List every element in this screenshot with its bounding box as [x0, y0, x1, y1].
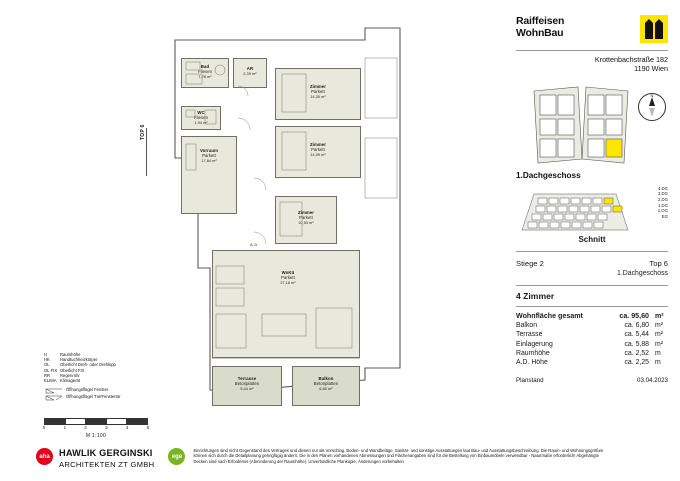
scale-ticks: [44, 425, 148, 432]
room-wokue: [212, 250, 360, 358]
section-svg: [516, 186, 636, 232]
disclaimer-text: Einrichtungen sind nicht Gegenstand des Vertrages und dienen nur als Vorschlag. Boden- und Wandbeläge, Sanitär- und sonstige Ausstattungen laut Bau- und Ausstattungsbeschreibung. Die Raum- und Wohnungsgrößen können sich durch die Detailplanung geringfügig ändern. Die in den Plänen vorhandenen Abmessungen und Flächenangaben sind für die Bestellung von Einbaumöbeln verwendbar - Naturmaße erforderlich! Abgehängte Decken sind nach Erfordernis (Abminderung der Raumhöhe). Unverbindliche Plankopie, Änderungen vorbehalten.: [193, 448, 604, 464]
stamp-date: 03.04.2023: [637, 377, 668, 385]
table-row: [516, 349, 668, 358]
area-unit: m: [655, 349, 661, 357]
office-name-line2: ARCHITEKTEN ZT GMBH: [59, 460, 155, 469]
legend-door-symbols: [44, 387, 164, 401]
legend-door-2: Öffnungsflügel Tür/Fenstertür: [66, 394, 121, 400]
legend-value: Raumhöhe: [60, 352, 81, 357]
legend-value: Handtuchheizkörper: [60, 357, 98, 363]
scale-label: M 1:100: [85, 433, 107, 439]
top-marker-line: [146, 128, 147, 176]
legend-door-1: Öffnungsflügel Fenster: [66, 387, 109, 393]
room-balkon-label: Balkon Betonplatten 6,80 m²: [313, 376, 339, 391]
scale-tick: 3: [105, 425, 108, 430]
scale-bar: [44, 418, 148, 439]
legend-value: Klimagerät: [60, 378, 81, 384]
area-value: ca. 95,60: [619, 312, 649, 321]
area-value: ca. 5,88: [624, 340, 649, 348]
room-terrasse-label: Terrasse Betonplatten 5,44 m²: [234, 376, 260, 391]
legend-key: OL FIX: [44, 367, 58, 373]
window-swing-icon: [44, 387, 64, 401]
area-value: ca. 5,44: [624, 331, 649, 339]
scale-tick: 5: [146, 425, 150, 430]
room-ar-label: AR 2,39 m²: [243, 66, 257, 76]
legend-key: H: [44, 352, 48, 357]
room-bad-label: Bad Fliesen 7,28 m²: [198, 64, 212, 79]
area-label: Terrasse: [516, 331, 543, 339]
area-value: ca. 2,52: [624, 349, 649, 357]
legend: [44, 352, 164, 401]
area-value: ca. 6,80: [624, 322, 649, 330]
room-zimmer-1-label: Zimmer Parkett 14,35 m²: [309, 84, 327, 99]
brand-name: Raiffeisen WohnBau: [516, 15, 565, 39]
unit-id-row: [516, 258, 668, 269]
floorplan-drawing: [150, 18, 510, 428]
table-row: [516, 330, 668, 339]
key-plan: [516, 81, 668, 169]
scale-tick: 0: [42, 425, 46, 430]
area-unit: m²: [655, 312, 664, 321]
area-label: A.D. Höhe: [516, 358, 548, 366]
scale-tick: 2: [84, 425, 87, 430]
room-zimmer-2-label: Zimmer Parkett 14,09 m²: [309, 142, 327, 157]
legend-value: Regenrohr: [60, 372, 80, 378]
area-unit: m: [655, 358, 661, 366]
area-label: Balkon: [516, 322, 538, 330]
plan-stamp: [516, 377, 668, 384]
compass-icon: N: [638, 93, 666, 121]
office-name-line1: HAWLIK GERGINSKI: [59, 448, 153, 458]
legend-abbreviations: [44, 352, 116, 383]
legend-row: [44, 378, 116, 383]
room-zimmer-3-label: Zimmer Parkett 10,53 m²: [297, 210, 315, 225]
raiffeisen-gable-cross-icon: [640, 15, 668, 43]
unit-floor-row: [516, 269, 668, 278]
brand-logo: [516, 14, 668, 48]
room-wokue-label: WoKü Parkett 27,18 m²: [280, 270, 296, 285]
section-diagram: [516, 186, 668, 234]
address-street: Krottenbachstraße 182: [594, 54, 668, 64]
aha-logo-icon: aha: [36, 448, 53, 465]
area-unit: m²: [655, 340, 664, 348]
legend-key: RR: [44, 372, 51, 378]
room-vorraum-label: Vorraum Parkett 17,84 m²: [199, 148, 219, 163]
legend-key: OL: [44, 362, 50, 368]
section-caption: Schnitt: [578, 234, 606, 244]
room-wc-label: WC Fliesen 1,94 m²: [194, 110, 208, 125]
architect-office: [59, 448, 154, 470]
legend-key: KLIMA: [44, 378, 57, 384]
ad-marker: A.D.: [250, 242, 259, 247]
ege-logo-icon: ege: [168, 448, 185, 465]
unit-stiege: Stiege 2: [516, 258, 544, 268]
section-levels: 4.DG 3.DG 2.DG 1.DG 1.OG EG: [657, 185, 668, 219]
area-unit: m²: [655, 322, 664, 330]
table-row: [516, 321, 668, 330]
legend-value: Oberlicht FIX: [60, 367, 85, 373]
unit-rooms: 4 Zimmer: [516, 291, 555, 302]
legend-value: Oberlicht Dreh- oder Drehkipp: [60, 362, 116, 368]
table-row: [516, 358, 668, 367]
scale-tick: 4: [125, 425, 129, 430]
unit-top: Top 6: [649, 258, 668, 268]
project-address: [516, 55, 668, 74]
area-label: Raumhöhe: [516, 349, 550, 357]
table-row: [516, 311, 668, 321]
address-city: 1190 Wien: [634, 64, 668, 74]
scale-tick: 1: [63, 425, 67, 430]
scale-bar-graphic: [44, 418, 148, 425]
area-unit: m²: [655, 331, 664, 339]
table-row: [516, 340, 668, 349]
area-label: Wohnfläche gesamt: [516, 312, 583, 321]
legend-key: HK: [44, 357, 50, 363]
footer: [36, 448, 648, 470]
unit-floor: 1.Dachgeschoss: [617, 269, 668, 277]
area-table: [516, 311, 668, 367]
key-plan-floor-title: 1.Dachgeschoss: [516, 170, 581, 180]
stamp-label: Planstand: [516, 377, 544, 385]
top-marker: TOP 6: [140, 124, 146, 140]
area-value: ca. 2,25: [624, 358, 649, 366]
info-panel: [516, 14, 668, 384]
area-label: Einlagerung: [516, 340, 553, 348]
